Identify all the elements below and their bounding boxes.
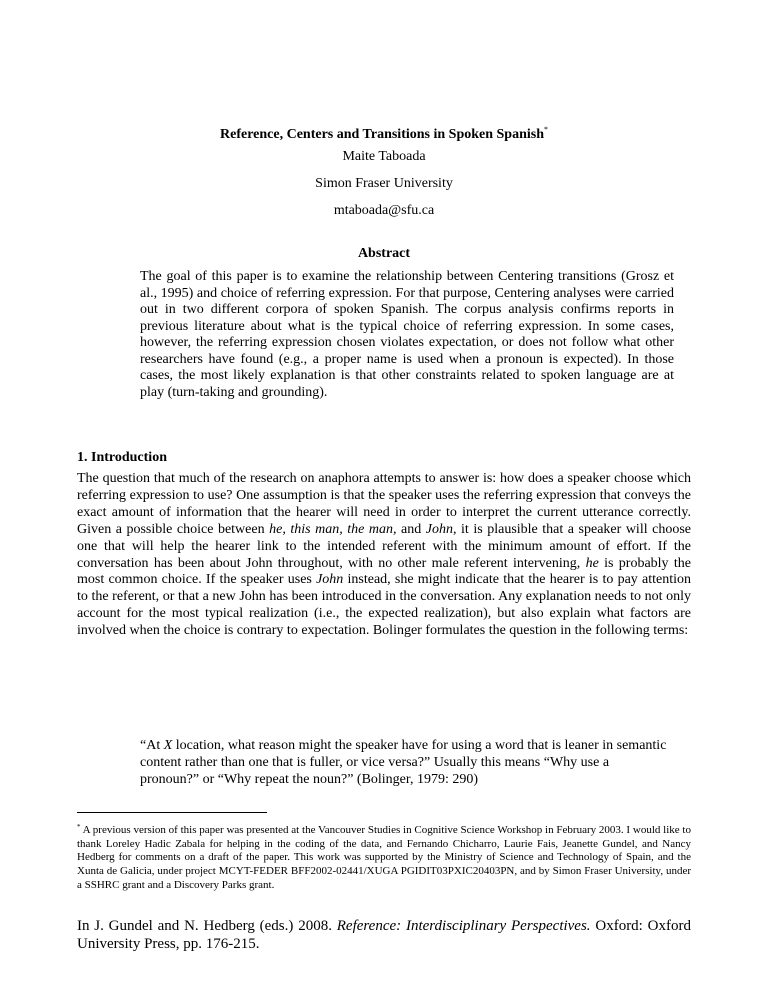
intro-italic-4: John: [316, 572, 344, 588]
footnote-divider: [77, 812, 267, 813]
intro-text-5: instead, she might indicate that the hearer is to pay attention to the referent, or that a new John has been introduced in the conversation. Any explanation needs to not only account for the most typical realization (i.e., the expected realization), but also explain what factors are involved when the choice is contrary to expectation. Bolinger formulates the question in the following terms:: [77, 572, 691, 639]
footnote-marker: *: [77, 823, 81, 831]
section-heading-introduction: 1. Introduction: [77, 450, 167, 465]
quote-open: “At: [140, 738, 164, 753]
intro-text-2: and: [396, 521, 426, 537]
title-footnote-marker: *: [544, 125, 548, 134]
publication-citation: [77, 918, 691, 954]
quote-rest: location, what reason might the speaker have for using a word that is leaner in semantic content rather than one that is fuller, or vice versa?” Usually this means “Why use a pronoun?” or “Why repeat the noun?” (Bolinger, 1979: 290): [140, 738, 667, 787]
footnote: [77, 821, 691, 893]
author-name: Maite Taboada: [342, 149, 426, 164]
citation-pre: In J. Gundel and N. Hedberg (eds.) 2008.: [77, 918, 337, 934]
introduction-paragraph: [77, 471, 691, 640]
intro-italic-3: he: [585, 555, 599, 571]
quote-variable: X: [163, 738, 173, 753]
footnote-text: A previous version of this paper was presented at the Vancouver Studies in Cognitive Science Workshop in February 2003. I would like to thank Loreley Hadic Zabala for helping in the coding of the data, and Fernando Chicharro, Laurie Fais, Jeanette Gundel, and Nancy Hedberg for comments on a draft of the paper. This work was supported by the Ministry of Science and Technology of Spain, and the Xunta de Galicia, under project MCYT-FEDER BFF2002-02441/XUGA PGIDIT03PXIC20403PN, and by Simon Fraser University, under a SSHRC grant and a Discovery Parks grant.: [77, 824, 691, 891]
abstract-text: The goal of this paper is to examine the relationship between Centering transitions (Grosz et al., 1995) and choice of referring expression. For that purpose, Centering analyses were carried out in two different corpora of spoken Spanish. The corpus analysis confirms reports in previous literature about what is the typical choice of referring expression. In some cases, however, the referring expression chosen violates expectation, or does not follow what other researchers have found (e.g., a proper name is used when a pronoun is expected). In those cases, the most likely explanation is that other constraints related to spoken language are at play (turn-taking and grounding).: [140, 269, 674, 400]
intro-text-1: The question that much of the research on anaphora attempts to answer is: how does a speaker choose which referring expression to use? One assumption is that the speaker uses the referring expression that conveys the exact amount of information that the hearer will need in order to interpret the current utterance correctly. Given a possible choice between: [77, 471, 691, 537]
citation-book-title: Reference: Interdisciplinary Perspectives.: [336, 918, 591, 934]
author-affiliation: Simon Fraser University: [315, 176, 453, 191]
bolinger-quote: [140, 738, 670, 789]
citation-post: Oxford: Oxford University Press, pp. 176-215.: [77, 918, 691, 952]
intro-text-3: , it is plausible that a speaker will choose one that will help the hearer link to the intended referent with the minimum amount of effort. If the conversation has been about John throughout, with no other male referent intervening,: [77, 521, 692, 571]
intro-italic-2: John: [425, 521, 454, 537]
author-email: mtaboada@sfu.ca: [333, 203, 435, 218]
paper-title: [0, 122, 768, 143]
title-text: Reference, Centers and Transitions in Spoken Spanish: [220, 127, 544, 142]
intro-text-4: is probably the most common choice. If the speaker uses: [77, 555, 691, 588]
intro-italic-1: he, this man, the man,: [269, 521, 397, 537]
abstract-heading: Abstract: [357, 246, 411, 261]
